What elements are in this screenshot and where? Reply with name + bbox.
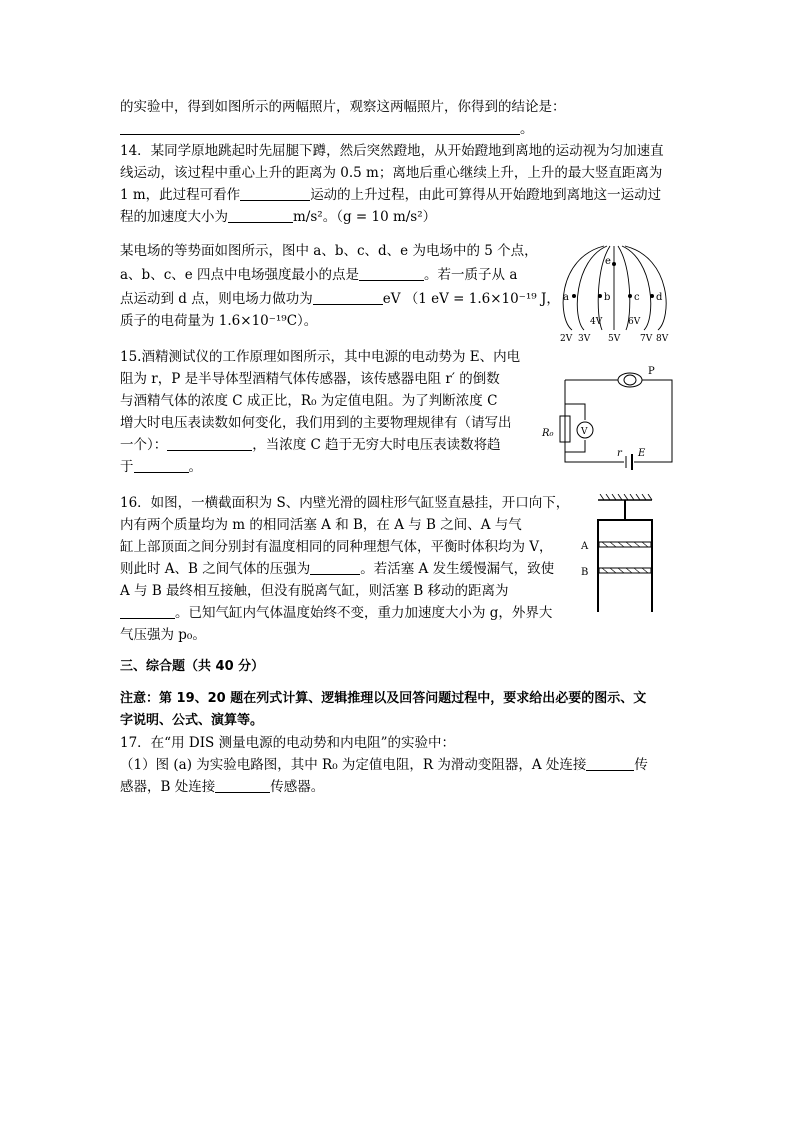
field-line-3 (120, 288, 560, 310)
q15-line-5 (120, 434, 560, 456)
q14-line-4 (120, 206, 675, 228)
q17-text: （1）图 (a) 为实验电路图，其中 R₀ 为定值电阻，R 为滑动变阻器，A 处连接 (120, 757, 587, 773)
q17-line-2 (120, 754, 675, 776)
answer-blank[interactable] (310, 560, 360, 575)
q15-line-3: 与酒精气体的浓度 C 成正比，R₀ 为定值电阻。为了判断浓度 C (120, 393, 498, 409)
q14-text: 1 m，此过程可看作 (120, 187, 241, 203)
q15-text: 于 (120, 459, 134, 475)
section-3-note-line-1: 注意：第 19、20 题在列式计算、逻辑推理以及回答问题过程中，要求给出必要的图示、文 (120, 691, 647, 706)
q15-line-6 (120, 456, 560, 478)
resistor-label-r0: R₀ (542, 428, 554, 439)
field-line-4: 质子的电荷量为 1.6×10⁻¹⁹C）。 (120, 313, 318, 329)
prev-question-line-2 (120, 118, 675, 140)
volt-label-8v: 8V (656, 334, 669, 344)
answer-blank[interactable] (120, 604, 175, 619)
volt-label-7v: 7V (640, 334, 653, 344)
q15-line-1: 15.酒精测试仪的工作原理如图所示，其中电源的电动势为 E、内电 (120, 349, 521, 365)
q15-text: 。 (188, 459, 202, 475)
q17-text: 传 (634, 757, 648, 773)
gas-cylinder-figure (578, 494, 662, 614)
point-label-a: a (563, 292, 569, 303)
q16-text: 。若活塞 A 发生缓慢漏气，致使 (360, 561, 555, 577)
field-text: a、b、c、e 四点中电场强度最小的点是 (120, 267, 360, 283)
volt-label-2v: 2V (560, 334, 573, 344)
point-label-d: d (656, 292, 663, 303)
section-3-title: 三、综合题（共 40 分） (120, 659, 265, 674)
answer-blank[interactable] (134, 458, 189, 473)
q14-text: 运动的上升过程，由此可算得从开始蹬地到离地这一运动过 (310, 187, 662, 203)
emf-label: E (638, 448, 646, 459)
q14-line-1: 14．某同学原地跳起时先屈腿下蹲，然后突然蹬地，从开始蹬地到离地的运动视为匀加速直 (120, 143, 664, 159)
q16-text: 则此时 A、B 之间气体的压强为 (120, 561, 311, 577)
q16-line-7: 气压强为 p₀。 (120, 627, 206, 643)
q16-line-3: 缸上部顶面之间分别封有温度相同的同种理想气体，平衡时体积均为 V， (120, 539, 553, 555)
field-line-2 (120, 264, 560, 286)
q15-line-4: 增大时电压表读数如何变化，我们用到的主要物理规律有（请写出 (120, 415, 512, 431)
answer-blank[interactable] (167, 436, 252, 451)
voltmeter-label: V (581, 427, 588, 437)
q16-line-1: 16．如图，一横截面积为 S、内壁光滑的圆柱形气缸竖直悬挂，开口向下， (120, 495, 570, 511)
volt-label-3v: 3V (578, 334, 591, 344)
q17-line-1: 17．在“用 DIS 测量电源的电动势和内电阻”的实验中： (120, 735, 455, 751)
q15-text: 一个）： (120, 437, 168, 453)
q15-line-2: 阻为 r，P 是半导体型酒精气体传感器，该传感器电阻 r′ 的倒数 (120, 371, 500, 387)
section-3-note-line-2: 字说明、公式、演算等。 (120, 713, 264, 728)
q16-line-4 (120, 558, 560, 580)
answer-blank[interactable] (586, 756, 634, 771)
answer-blank[interactable] (120, 120, 520, 135)
answer-blank[interactable] (359, 266, 424, 281)
q16-line-5: A 与 B 最终相互接触，但没有脱离气缸，则活塞 B 移动的距离为 (120, 583, 509, 599)
q14-line-2: 线运动，该过程中重心上升的距离为 0.5 m；离地后重心继续上升，上升的最大竖直距离为 (120, 165, 663, 181)
volt-label-6v: 6V (628, 317, 641, 327)
q16-line-6 (120, 602, 560, 624)
q14-line-3 (120, 184, 675, 206)
alcohol-tester-circuit (540, 360, 680, 472)
field-text: 点运动到 d 点，则电场力做功为 (120, 291, 313, 307)
internal-resistance-label: r (617, 448, 622, 459)
answer-blank[interactable] (215, 778, 270, 793)
field-text: 。若一质子从 a (424, 267, 518, 283)
q17-line-3 (120, 776, 675, 798)
q15-text: ，当浓度 C 趋于无穷大时电压表读数将趋 (252, 437, 501, 453)
period: 。 (520, 121, 534, 137)
answer-blank[interactable] (240, 186, 310, 201)
volt-label-5v: 5V (608, 334, 621, 344)
q14-text: m/s²。（g = 10 m/s²） (293, 209, 437, 225)
sensor-label-p: P (648, 366, 655, 377)
q17-text: 传感器。 (270, 779, 325, 795)
field-line-1: 某电场的等势面如图所示，图中 a、b、c、d、e 为电场中的 5 个点， (120, 243, 538, 259)
field-text: eV （1 eV = 1.6×10⁻¹⁹ J， (382, 291, 560, 307)
q16-line-2: 内有两个质量均为 m 的相同活塞 A 和 B，在 A 与 B 之间、A 与气 (120, 517, 522, 533)
q16-text: 。已知气缸内气体温度始终不变，重力加速度大小为 g，外界大 (175, 605, 553, 621)
answer-blank[interactable] (313, 290, 383, 305)
piston-label-a: A (581, 541, 589, 552)
answer-blank[interactable] (228, 208, 293, 223)
point-label-e: e (605, 256, 611, 267)
prev-question-line-1: 的实验中，得到如图所示的两幅照片，观察这两幅照片，你得到的结论是： (120, 99, 566, 115)
q14-text: 程的加速度大小为 (120, 209, 228, 225)
equipotential-figure (552, 238, 682, 358)
piston-label-b: B (581, 567, 589, 578)
point-label-c: c (634, 292, 640, 303)
volt-label-4v: 4V (590, 317, 603, 327)
q17-text: 感器，B 处连接 (120, 779, 216, 795)
point-label-b: b (604, 292, 611, 303)
